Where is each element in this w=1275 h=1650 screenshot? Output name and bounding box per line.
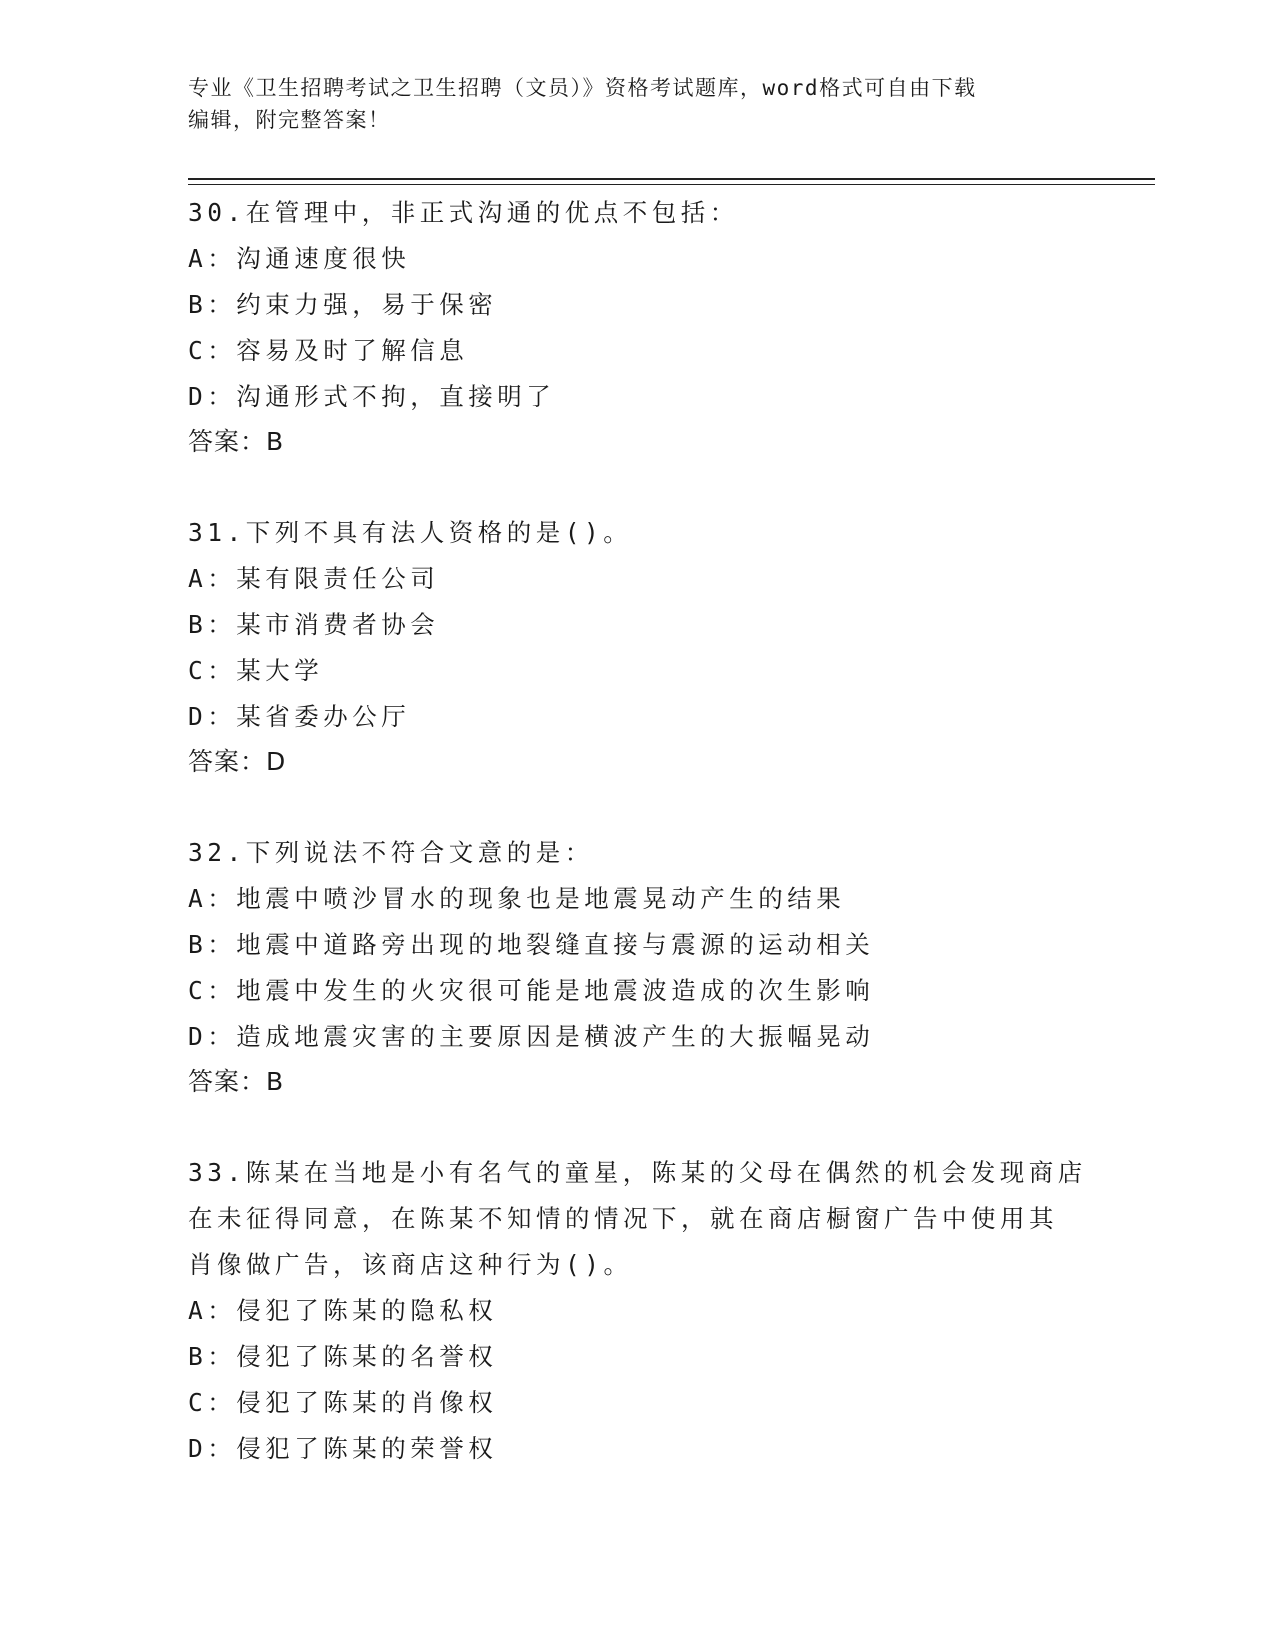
option-c: C：侵犯了陈某的肖像权 (188, 1388, 498, 1417)
option-d: D：侵犯了陈某的荣誉权 (188, 1434, 498, 1463)
option-d: D：某省委办公厅 (188, 702, 411, 731)
option-c: C：地震中发生的火灾很可能是地震波造成的次生影响 (188, 976, 875, 1005)
question-33 (188, 1150, 1088, 1472)
option-b: B：某市消费者协会 (188, 610, 440, 639)
document-header (188, 72, 1088, 136)
answer: 答案：B (188, 1067, 285, 1096)
question-text-line-1: 33.陈某在当地是小有名气的童星，陈某的父母在偶然的机会发现商店 (188, 1158, 1087, 1187)
header-line-2: 编辑，附完整答案！ (188, 108, 391, 132)
option-b: B：侵犯了陈某的名誉权 (188, 1342, 498, 1371)
answer: 答案：B (188, 427, 285, 456)
option-a: A：某有限责任公司 (188, 564, 440, 593)
question-30 (188, 190, 1088, 464)
option-a: A：地震中喷沙冒水的现象也是地震晃动产生的结果 (188, 884, 846, 913)
option-c: C：容易及时了解信息 (188, 336, 469, 365)
question-text-line-2: 在未征得同意，在陈某不知情的情况下，就在商店橱窗广告中使用其 (188, 1204, 1058, 1233)
header-line-1: 专业《卫生招聘考试之卫生招聘（文员）》资格考试题库，word格式可自由下载 (188, 76, 977, 100)
question-text: 31.下列不具有法人资格的是()。 (188, 518, 633, 547)
answer: 答案：D (188, 747, 287, 776)
option-d: D：造成地震灾害的主要原因是横波产生的大振幅晃动 (188, 1022, 875, 1051)
question-text: 32.下列说法不符合文意的是： (188, 838, 594, 867)
header-divider-thin (188, 184, 1155, 185)
header-divider-thick (188, 178, 1155, 180)
question-text-line-3: 肖像做广告，该商店这种行为()。 (188, 1250, 633, 1279)
question-text: 30.在管理中，非正式沟通的优点不包括： (188, 198, 739, 227)
question-31 (188, 510, 1088, 784)
question-list (188, 190, 1088, 1518)
option-c: C：某大学 (188, 656, 324, 685)
option-a: A：沟通速度很快 (188, 244, 411, 273)
question-32 (188, 830, 1088, 1104)
option-a: A：侵犯了陈某的隐私权 (188, 1296, 498, 1325)
option-b: B：约束力强，易于保密 (188, 290, 498, 319)
option-b: B：地震中道路旁出现的地裂缝直接与震源的运动相关 (188, 930, 875, 959)
option-d: D：沟通形式不拘，直接明了 (188, 382, 556, 411)
